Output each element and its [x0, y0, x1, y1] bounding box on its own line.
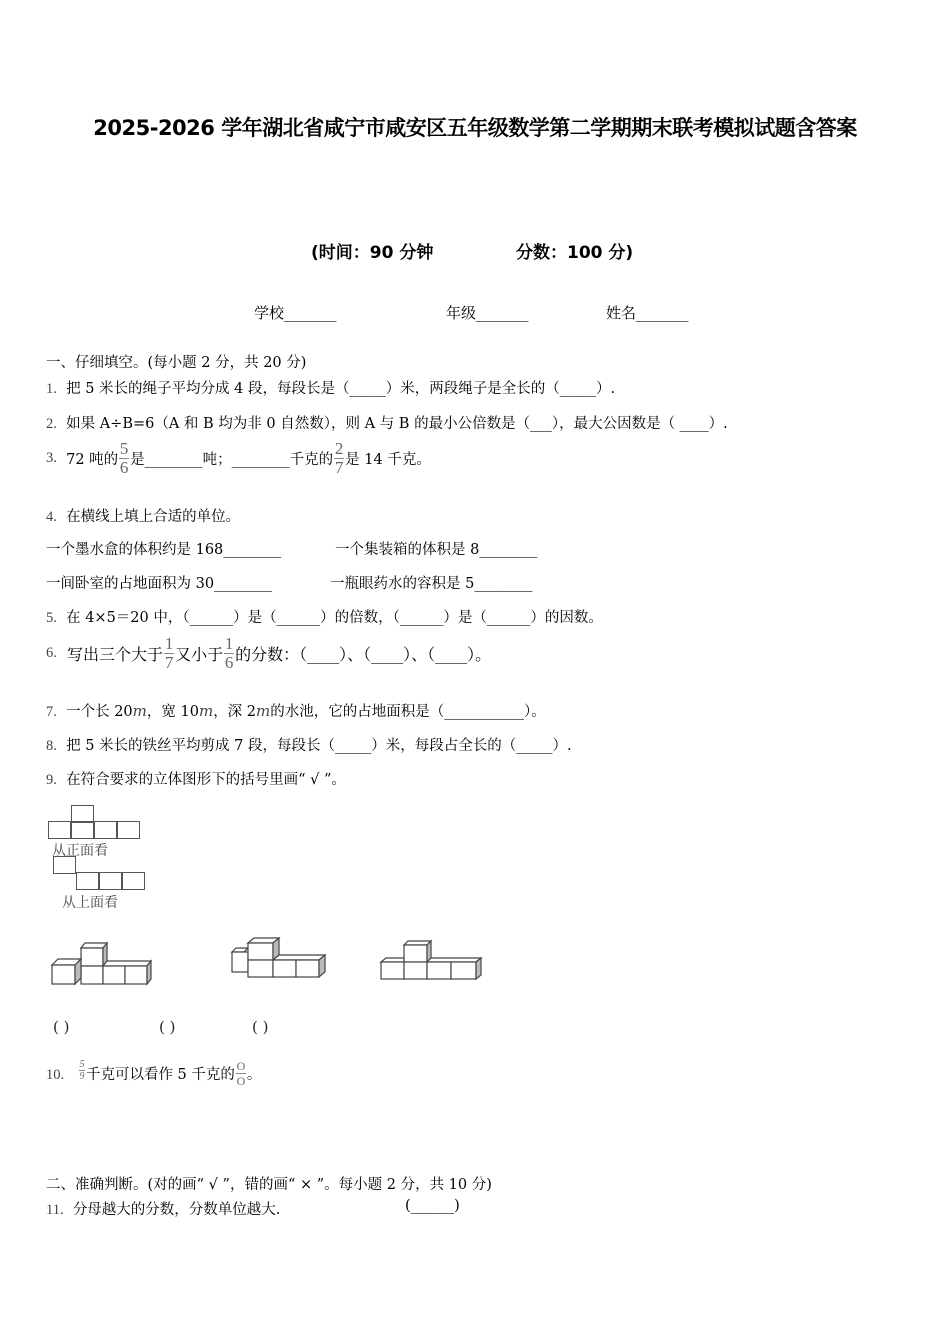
- cube-figure-1: [48, 940, 160, 990]
- answer-option-2[interactable]: ( ): [159, 1018, 176, 1036]
- school-blank: _______: [284, 304, 337, 322]
- question-text: 的分数：（____）、（____）、（____）。: [235, 645, 492, 664]
- question-number: 7.: [46, 704, 57, 720]
- grade-blank: _______: [476, 304, 529, 322]
- question-11: [46, 1198, 280, 1219]
- fraction-1-6: $\frac{1}{6}$: [224, 634, 234, 672]
- question-text: 一个长 20: [66, 704, 133, 720]
- question-text: 是________吨；________千克的: [130, 452, 334, 468]
- question-text: 的水池，它的占地面积是（___________）。: [270, 704, 546, 720]
- question-3: [46, 441, 431, 476]
- fraction-5-6: $\frac{5}{6}$: [119, 439, 129, 477]
- question-text: 千克可以看作 5 千克的: [85, 1067, 235, 1083]
- question-number: 5.: [46, 610, 57, 626]
- cube-figure-2: [229, 935, 329, 980]
- question-text: ，宽 10: [146, 704, 199, 720]
- question-text: 72 吨的: [66, 452, 119, 468]
- question-text: 把 5 米长的铁丝平均剪成 7 段，每段长（_____）米，每段占全长的（_____）.: [66, 738, 572, 754]
- grade-field[interactable]: [446, 302, 529, 323]
- question-number: 3.: [46, 450, 57, 466]
- question-10: [46, 1060, 261, 1087]
- grade-label: 年级: [446, 304, 477, 322]
- question-text: ，深 2: [213, 704, 257, 720]
- fraction-2-7: $\frac{2}{7}$: [334, 439, 344, 477]
- section2-heading: 二、准确判断。(对的画“ √ ”，错的画“ × ”。每小题 2 分，共 10 分): [46, 1177, 492, 1193]
- question-5: [46, 606, 603, 627]
- judgement-answer-blank[interactable]: (______): [405, 1198, 460, 1214]
- front-view-label: 从正面看: [52, 843, 108, 859]
- top-view-label: 从上面看: [62, 895, 118, 911]
- school-field[interactable]: [254, 302, 337, 323]
- question-text: 把 5 米长的绳子平均分成 4 段，每段长是（_____）米，两段绳子是全长的（_____）.: [66, 381, 616, 397]
- answer-option-1[interactable]: ( ): [53, 1018, 70, 1036]
- exam-time: (时间：90 分钟: [311, 243, 434, 263]
- question-4: [46, 505, 240, 526]
- question-number: 6.: [46, 645, 57, 661]
- question-8: [46, 734, 572, 755]
- fraction-5-9: $\frac{5}{9}$: [79, 1059, 85, 1082]
- exam-score: 分数：100 分): [516, 243, 634, 263]
- unit-m: m: [198, 702, 214, 720]
- question-text: 写出三个大于: [67, 645, 164, 664]
- question-number: 8.: [46, 738, 57, 754]
- name-blank: _______: [636, 304, 689, 322]
- question-7: [46, 700, 546, 721]
- question-text: 。: [246, 1067, 262, 1083]
- unit-item-4: 一瓶眼药水的容积是 5________: [330, 576, 533, 592]
- question-number: 2.: [46, 416, 57, 432]
- question-text: 如果 A÷B=6（A 和 B 均为非 0 自然数），则 A 与 B 的最小公倍数是（___），最大公因数是（ ____）.: [66, 416, 728, 432]
- unit-item-1: 一个墨水盒的体积约是 168________: [46, 542, 282, 558]
- question-9: [46, 768, 346, 789]
- question-number: 9.: [46, 772, 57, 788]
- question-text: 分母越大的分数，分数单位越大.: [72, 1202, 281, 1218]
- question-number: 10.: [46, 1067, 65, 1083]
- question-text: 在 4×5＝20 中，（______）是（______）的倍数，（______）是（______）的因数。: [66, 610, 603, 626]
- question-text: 在符合要求的立体图形下的括号里画“ √ ”。: [66, 772, 346, 788]
- name-label: 姓名: [606, 304, 637, 322]
- section1-heading: 一、仔细填空。(每小题 2 分，共 20 分): [46, 355, 307, 371]
- question-1: [46, 377, 615, 398]
- question-number: 1.: [46, 381, 57, 397]
- question-text: 又小于: [175, 645, 224, 664]
- document-title: 2025-2026 学年湖北省咸宁市咸安区五年级数学第二学期期末联考模拟试题含答案: [93, 116, 857, 140]
- blank-fraction: $\frac{O}{O}$: [236, 1059, 246, 1088]
- question-text: 是 14 千克。: [345, 452, 431, 468]
- question-text: 在横线上填上合适的单位。: [66, 509, 241, 525]
- name-field[interactable]: [606, 302, 689, 323]
- answer-option-3[interactable]: ( ): [252, 1018, 269, 1036]
- question-6: [46, 636, 491, 671]
- question-2: [46, 412, 728, 433]
- unit-item-2: 一个集装箱的体积是 8________: [335, 542, 538, 558]
- cube-figure-3: [378, 938, 486, 983]
- unit-m: m: [256, 702, 271, 720]
- school-label: 学校: [254, 304, 285, 322]
- fraction-1-7: $\frac{1}{7}$: [164, 634, 174, 672]
- unit-item-3: 一间卧室的占地面积为 30________: [46, 576, 273, 592]
- unit-m: m: [132, 702, 147, 720]
- question-number: 11.: [46, 1202, 64, 1218]
- question-number: 4.: [46, 509, 57, 525]
